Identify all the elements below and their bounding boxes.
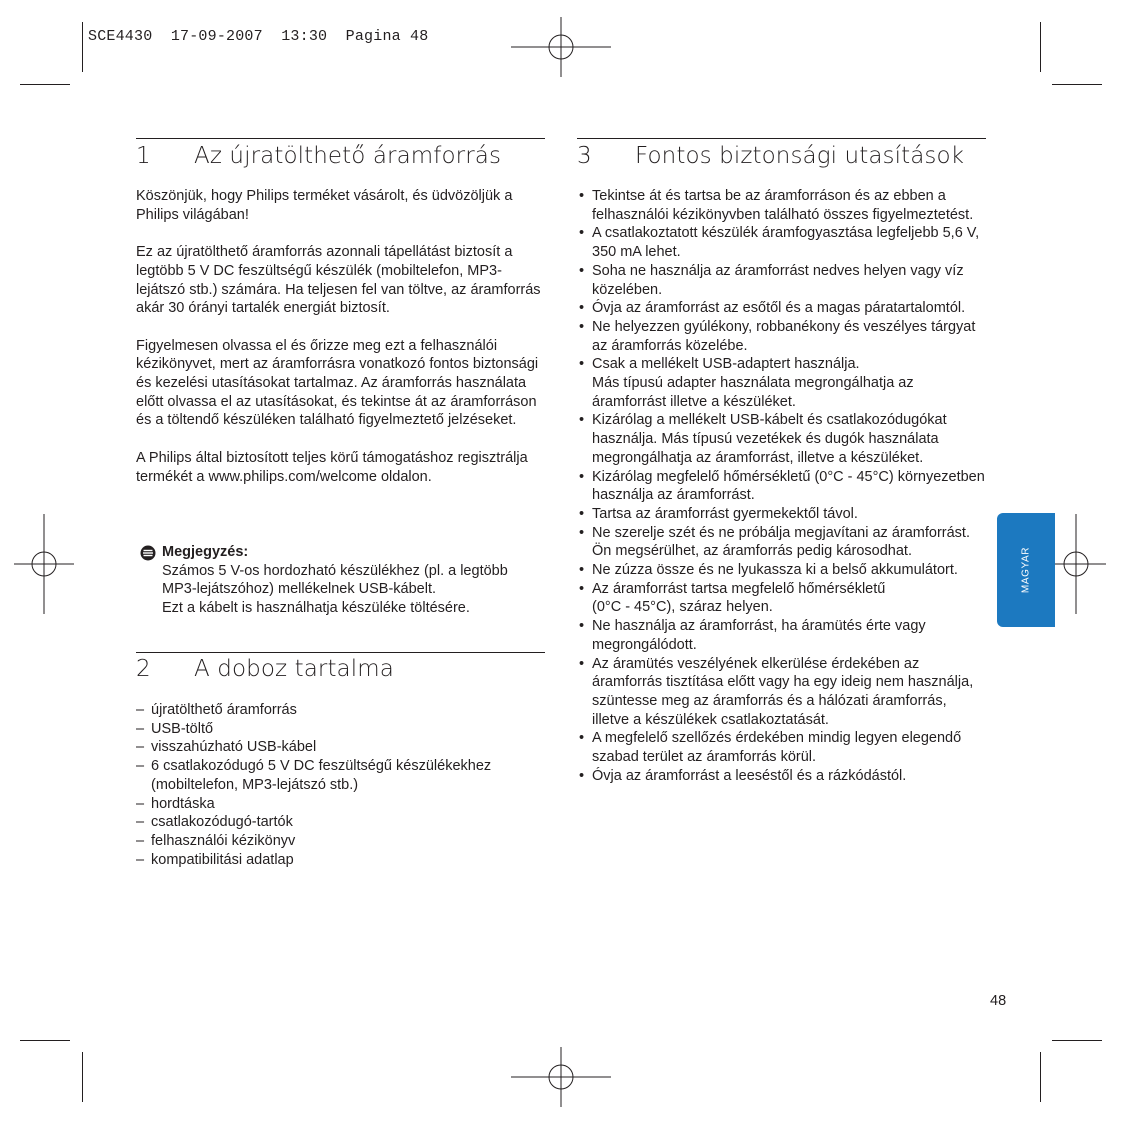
list-item-continuation: Más típusú adapter használata megrongálhatja az áramforrást illetve a készüléket.	[592, 375, 914, 410]
list-item: – újratölthető áramforrás	[136, 701, 536, 720]
note-line: Ezt a kábelt is használhatja készüléke töltésére.	[162, 600, 470, 617]
section-3-heading	[577, 143, 964, 169]
crop-mark	[82, 1052, 83, 1102]
crop-mark	[20, 1040, 70, 1041]
box-contents-list	[136, 701, 536, 869]
page-number: 48	[990, 993, 1007, 1009]
safety-list	[577, 187, 987, 786]
list-item: – felhasználói kézikönyv	[136, 832, 536, 851]
register-paragraph: A Philips által biztosított teljes körű támogatáshoz regisztrálja termékét a www.philips.com/welcome oldalon.	[136, 449, 528, 485]
list-item: • Kizárólag megfelelő hőmérsékletű (0°C - 45°C) környezetben használja az áramforrást.	[577, 468, 987, 505]
section-1-heading	[136, 143, 501, 169]
list-item-text: • Az áramforrást tartsa megfelelő hőmérsékletű	[592, 580, 886, 597]
list-item: – kompatibilitási adatlap	[136, 851, 536, 870]
section-1-number: 1	[136, 143, 151, 169]
registration-mark-right	[1046, 514, 1106, 614]
note-title: Megjegyzés:	[162, 544, 249, 560]
print-slug-header: SCE4430 17-09-2007 13:30 Pagina 48	[88, 28, 429, 45]
list-item	[577, 580, 987, 617]
registration-mark-top	[511, 17, 611, 77]
section-3-rule	[577, 138, 986, 139]
list-item: • Az áramütés veszélyének elkerülése érdekében az áramforrás tisztítása előtt vagy ha egy ideig nem használja, szüntesse meg az áramforrás és a hálózati áramforrás, illetve a készülékek csatlakoztatását.	[577, 655, 987, 730]
list-item: – csatlakozódugó-tartók	[136, 813, 536, 832]
note-line: Számos 5 V-os hordozható készülékhez (pl. a legtöbb MP3-lejátszóhoz) mellékelnek USB-kábelt.	[162, 562, 508, 598]
list-item: • Tekintse át és tartsa be az áramforráson és az ebben a felhasználói kézikönyvben található összes figyelmeztetést.	[577, 187, 987, 224]
list-item-continuation: (0°C - 45°C), száraz helyen.	[592, 599, 773, 616]
note-block	[162, 543, 546, 618]
list-item: • Óvja az áramforrást az esőtől és a magas páratartalomtól.	[577, 299, 987, 318]
list-item: • Óvja az áramforrást a leeséstől és a rázkódástól.	[577, 767, 987, 786]
section-3-number: 3	[577, 143, 592, 169]
list-item-text: • Csak a mellékelt USB-adaptert használja.	[592, 356, 860, 373]
list-item: – visszahúzható USB-kábel	[136, 738, 536, 757]
crop-mark	[1040, 22, 1041, 72]
crop-mark	[20, 84, 70, 85]
section-3-title: Fontos biztonsági utasítások	[635, 143, 965, 169]
section-1-title: Az újratölthető áramforrás	[194, 143, 502, 169]
list-item: • Ne használja az áramforrást, ha áramütés érte vagy megrongálódott.	[577, 617, 987, 654]
crop-mark	[1040, 1052, 1041, 1102]
section-2-body	[136, 701, 536, 869]
list-item: • A megfelelő szellőzés érdekében mindig legyen elegendő szabad terület az áramforrás körül.	[577, 729, 987, 766]
list-item: • Ne helyezzen gyúlékony, robbanékony és veszélyes tárgyat az áramforrás közelébe.	[577, 318, 987, 355]
list-item: – hordtáska	[136, 795, 536, 814]
section-2-heading	[136, 656, 394, 682]
registration-mark-left	[14, 514, 74, 614]
safety-paragraph: Figyelmesen olvassa el és őrizze meg ezt a felhasználói kézikönyvet, mert az áramforrásra vonatkozó fontos biztonsági és kezelési utasításokat tartalmaz. Az áramforrás használata előtt olvassa el az utasításokat, és tekintse át az áramforráson és a töltendő készüléken található figyelmeztető jelzéseket.	[136, 337, 539, 429]
language-tab-label: MAGYAR	[1020, 546, 1032, 594]
power-paragraph: Ez az újratölthető áramforrás azonnali tápellátást biztosít a legtöbb 5 V DC feszültségű készülék (mobiltelefon, MP3-lejátszó stb.) számára. Ha teljesen fel van töltve, az áramforrás akár 30 órányi tartalék energiát biztosít.	[136, 244, 541, 317]
list-item: • Ne szerelje szét és ne próbálja megjavítani az áramforrást. Ön megsérülhet, az áramforrás pedig károsodhat.	[577, 524, 987, 561]
crop-mark	[1052, 1040, 1102, 1041]
list-item: • A csatlakoztatott készülék áramfogyasztása legfeljebb 5,6 V, 350 mA lehet.	[577, 224, 987, 261]
crop-mark	[82, 22, 83, 72]
language-tab	[997, 513, 1055, 627]
section-2-title: A doboz tartalma	[194, 656, 394, 682]
section-1-rule	[136, 138, 545, 139]
section-3-body	[577, 187, 987, 786]
intro-paragraph: Köszönjük, hogy Philips terméket vásárolt, és üdvözöljük a Philips világában!	[136, 188, 513, 223]
list-item: • Ne zúzza össze és ne lyukassza ki a belső akkumulátort.	[577, 561, 987, 580]
crop-mark	[1052, 84, 1102, 85]
note-icon	[140, 545, 156, 561]
list-item: – 6 csatlakozódugó 5 V DC feszültségű készülékekhez (mobiltelefon, MP3-lejátszó stb.)	[136, 757, 536, 794]
list-item: • Soha ne használja az áramforrást nedves helyen vagy víz közelében.	[577, 262, 987, 299]
list-item	[577, 355, 987, 411]
section-2-number: 2	[136, 656, 151, 682]
list-item: – USB-töltő	[136, 720, 536, 739]
section-1-body	[136, 187, 546, 505]
registration-mark-bottom	[511, 1047, 611, 1107]
list-item: • Kizárólag a mellékelt USB-kábelt és csatlakozódugókat használja. Más típusú vezetékek és dugók használata megrongálhatja az áramforrást, illetve a készüléket.	[577, 411, 987, 467]
list-item: • Tartsa az áramforrást gyermekektől távol.	[577, 505, 987, 524]
section-2-rule	[136, 652, 545, 653]
